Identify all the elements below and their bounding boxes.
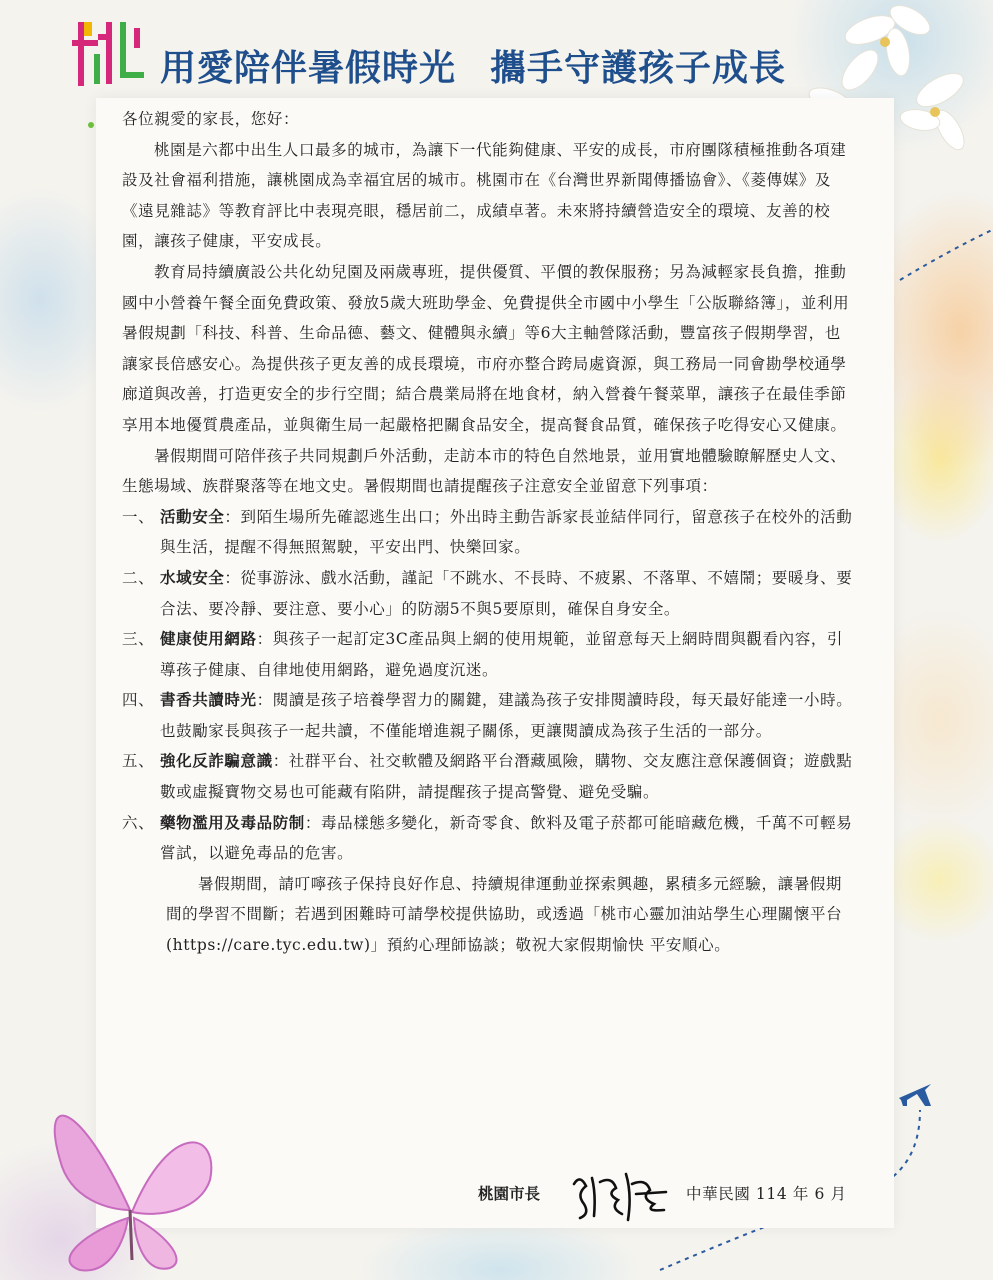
title-part-2: 攜手守護孩子成長 [490,48,787,89]
item-title: 書香共讀時光 [160,690,257,710]
signature-date: 中華民國 114 年 6 月 [686,1185,847,1203]
item-text: ：閱讀是孩子培養學習力的關鍵，建議為孩子安排閱讀時段，每天最好能達一小時。也鼓勵家長與孩子一起共讀，不僅能增進親子關係，更讓閱讀成為孩子生活的一部分。 [160,691,853,740]
handwritten-signature [566,1164,676,1224]
item-text: ：到陌生場所先確認逃生出口；外出時主動告訴家長並結伴同行，留意孩子在校外的活動與生活，提醒不得無照駕駛，平安出門、快樂回家。 [160,507,853,557]
list-item [122,685,854,746]
item-text: ：與孩子一起訂定3C產品與上網的使用規範，並留意每天上網時間與觀看內容，引導孩子健康、自律地使用網路，避免過度沉迷。 [160,630,844,679]
item-text: ：毒品樣態多變化，新奇零食、飲料及電子菸都可能暗藏危機，千萬不可輕易嘗試，以避免毒品的危害。 [160,813,853,863]
list-item [122,808,854,869]
item-number: 三、 [122,630,155,649]
item-number: 一、 [122,507,155,526]
item-number: 四、 [122,691,155,710]
item-title: 強化反詐騙意識 [160,751,273,771]
paragraph-2: 教育局持續廣設公共化幼兒園及兩歲專班，提供優質、平價的教保服務；另為減輕家長負擔，推動國中小營養午餐全面免費政策、發放5歲大班助學金、免費提供全市國中小學生「公版聯絡簿」，並利用暑假規劃「科技、科普、生命品德、藝文、健體與永續」等6大主軸營隊活動，豐富孩子假期學習，也讓家長倍感安心。為提供孩子更友善的成長環境，市府亦整合跨局處資源，與工務局一同會勘學校通學廊道與改善，打造更安全的步行空間；結合農業局將在地食材，納入營養午餐菜單，讓孩子在最佳季節享用本地優質農產品，並與衛生局一起嚴格把關食品安全，提高餐食品質，確保孩子吃得安心又健康。 [122,262,850,434]
item-number: 二、 [122,568,155,587]
item-number: 五、 [122,752,155,771]
item-title: 水域安全 [160,567,225,587]
paragraph-1: 桃園是六都中出生人口最多的城市，為讓下一代能夠健康、平安的成長，市府團隊積極推動各項建設及社會福利措施，讓桃園成為幸福宜居的城市。桃園市在《台灣世界新聞傳播協會》、《菱傳媒》及《遠見雜誌》等教育評比中表現亮眼，穩居前二，成績卓著。未來將持續營造安全的環境、友善的校園，讓孩子健康，平安成長。 [122,140,847,251]
airplane-icon [895,1076,935,1116]
title-part-1: 用愛陪伴暑假時光 [160,48,457,89]
paragraph-3: 暑假期間可陪伴孩子共同規劃戶外活動，走訪本市的特色自然地景，並用實地體驗瞭解歷史人文、生態場域、族群聚落等在地文史。暑假期間也請提醒孩子注意安全並留意下列事項： [122,446,847,496]
item-title: 活動安全 [160,506,225,526]
bullet-dot [88,122,94,128]
letter-body [122,104,854,961]
butterfly-decoration [20,1060,240,1280]
item-text: ：從事游泳、戲水活動，謹記「不跳水、不長時、不疲累、不落單、不嬉鬧；要暖身、要合法、要冷靜、要注意、要小心」的防溺5不與5要原則，確保自身安全。 [160,568,853,618]
page-title [160,40,786,91]
list-item [122,746,854,807]
item-title: 健康使用網路 [160,629,257,649]
signature-block [478,1164,858,1224]
signer-role: 桃園市長 [478,1184,541,1203]
header [72,14,912,94]
list-item [122,563,854,624]
item-text: ：社群平台、社交軟體及網路平台潛藏風險，購物、交友應注意保護個資；遊戲點數或虛擬寶物交易也可能藏有陷阱，請提醒孩子提高警覺、避免受騙。 [160,752,853,802]
closing-paragraph: 暑假期間，請叮嚀孩子保持良好作息、持續規律運動並探索興趣，累積多元經驗，讓暑假期間的學習不間斷；若遇到困難時可請學校提供協助，或透過「桃市心靈加油站學生心理關懷平台(https://care.tyc.edu.tw)」預約心理師協談；敬祝大家假期愉快 平安順心。 [166,874,843,955]
greeting: 各位親愛的家長，您好： [122,110,300,128]
list-item [122,502,854,563]
taoyuan-logo-icon [72,14,150,92]
item-title: 藥物濫用及毒品防制 [160,812,305,832]
list-item [122,624,854,685]
item-number: 六、 [122,813,155,832]
